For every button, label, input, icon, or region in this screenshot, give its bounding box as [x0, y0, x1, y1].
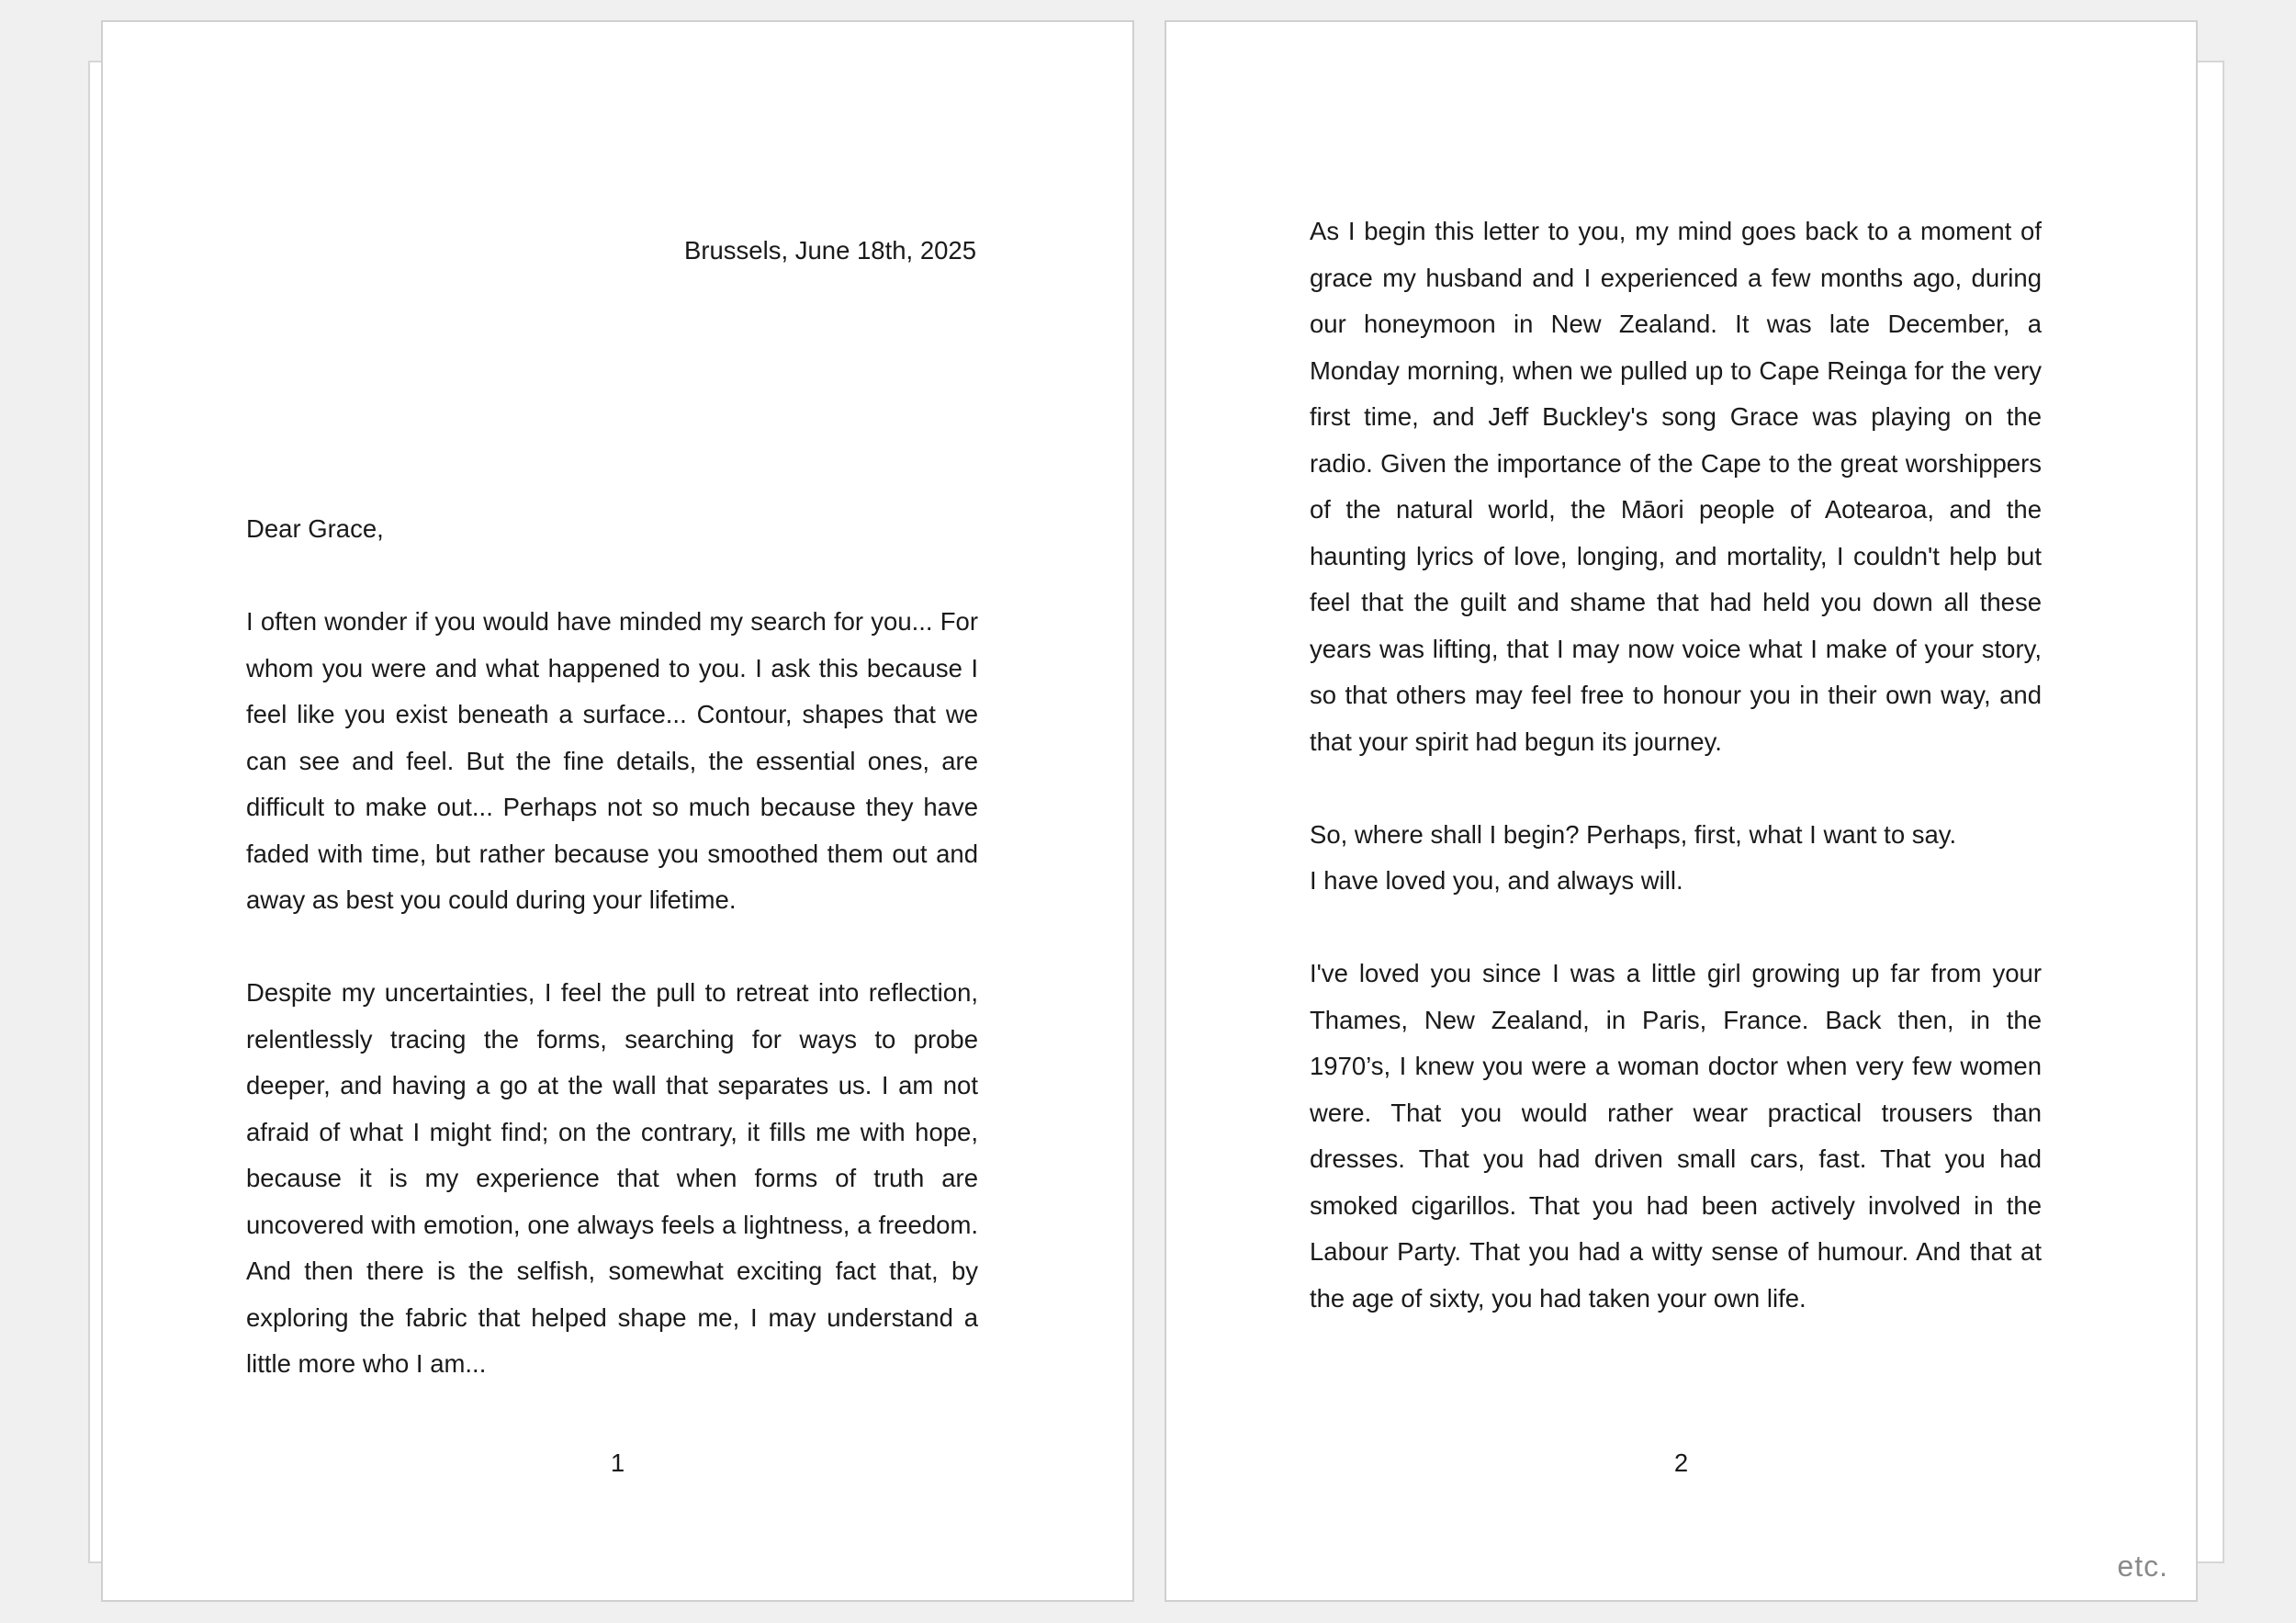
paragraph: I've loved you since I was a little girl growing up far from your Thames, New Zealand, in Paris, France. Back then, in the 1970’s, I knew you were a woman doctor when very few women were. That you would rather wear practical trousers than dresses. That you had driven small cars, fast. That you had smoked cigarillos. That you had been actively involved in the Labour Party. That you had a witty sense of humour. And that at the age of sixty, you had taken your own life. — [1310, 959, 2042, 1313]
letter-salutation: Dear Grace, — [246, 514, 384, 543]
paragraph: I often wonder if you would have minded my search for you... For whom you were and what happened to you. I ask this because I feel like you exist beneath a surface... Contour, shapes that we can see and feel. But the fine details, the essential ones, are difficult to make out... Perhaps not so much because they have faded with time, but rather because you smoothed them out and away as best you could during your lifetime. — [246, 607, 978, 914]
continuation-label: etc. — [2117, 1550, 2168, 1583]
page-number: 1 — [610, 1448, 625, 1477]
letter-date: Brussels, June 18th, 2025 — [684, 236, 976, 265]
paragraph: I have loved you, and always will. — [1310, 866, 1683, 895]
document-page-2 — [1165, 20, 2198, 1602]
page-2-body — [1310, 209, 2042, 1369]
paragraph: Despite my uncertainties, I feel the pull to retreat into reflection, relentlessly tracing the forms, searching for ways to probe deeper, and having a go at the wall that separates us. I am not afraid of what I might find; on the contrary, it fills me with hope, because it is my experience that when forms of truth are uncovered with emotion, one always feels a lightness, a freedom. And then there is the selfish, somewhat exciting fact that, by exploring the fabric that helped shape me, I may understand a little more who I am... — [246, 978, 978, 1378]
document-page-1 — [101, 20, 1134, 1602]
page-number: 2 — [1673, 1448, 1689, 1477]
page-1-body — [246, 506, 978, 1434]
paragraph: So, where shall I begin? Perhaps, first, what I want to say. — [1310, 819, 1957, 849]
paragraph: As I begin this letter to you, my mind goes back to a moment of grace my husband and I experienced a few months ago, during our honeymoon in New Zealand. It was late December, a Monday morning, when we pulled up to Cape Reinga for the very first time, and Jeff Buckley's song Grace was playing on the radio. Given the importance of the Cape to the great worshippers of the natural world, the Māori people of Aotearoa, and the haunting lyrics of love, longing, and mortality, I couldn't help but feel that the guilt and shame that had held you down all these years was lifting, that I may now voice what I make of your story, so that others may feel free to honour you in their own way, and that your spirit had begun its journey. — [1310, 217, 2042, 756]
